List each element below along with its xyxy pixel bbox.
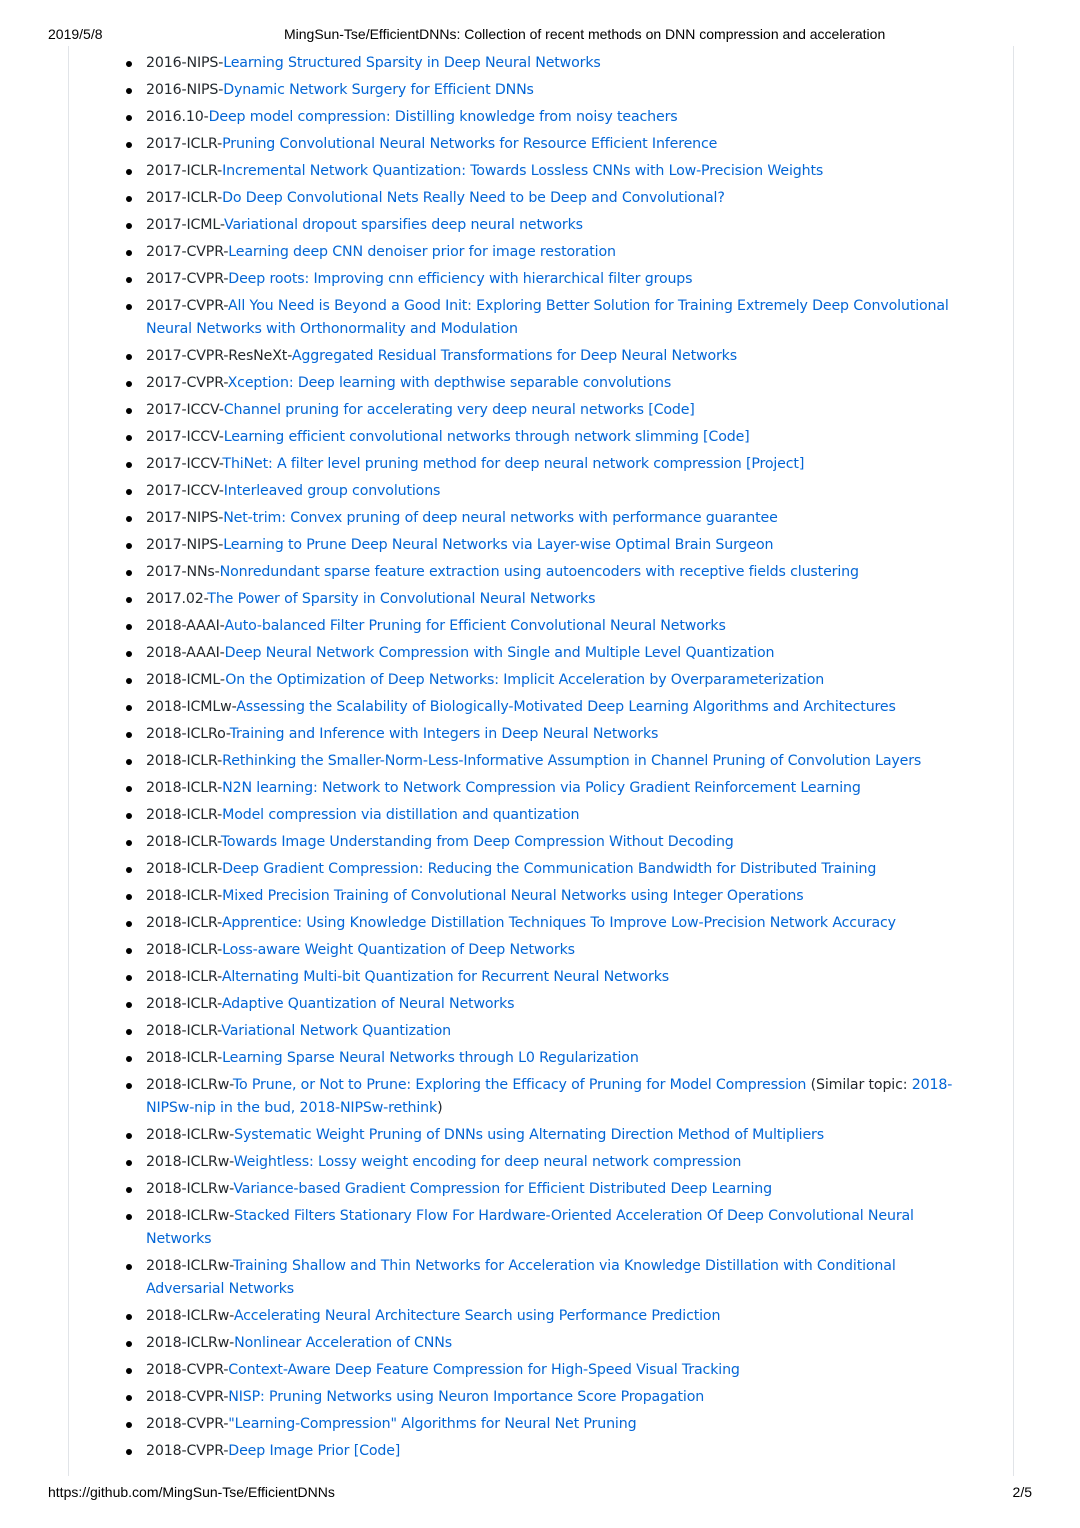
print-footer (0, 1484, 1080, 1504)
paper-title-link[interactable]: Towards Image Understanding from Deep Compression Without Decoding (220, 834, 734, 850)
paper-list-item (146, 1440, 967, 1463)
bullet-icon (126, 142, 132, 148)
paper-list (107, 52, 967, 1463)
bullet-icon (126, 948, 132, 954)
readme-border-right (1013, 46, 1014, 1476)
paper-venue: 2018-ICLR- (146, 942, 223, 958)
bullet-icon (126, 894, 132, 900)
paper-venue: 2016-NIPS- (146, 82, 224, 98)
bullet-icon (126, 223, 132, 229)
bullet-icon (126, 250, 132, 256)
paper-title-link[interactable]: Alternating Multi-bit Quantization for Recurrent Neural Networks (221, 969, 670, 985)
paper-venue: 2018-CVPR- (146, 1416, 229, 1432)
bullet-icon (126, 651, 132, 657)
paper-venue: 2018-CVPR- (146, 1443, 229, 1459)
paper-list-item (146, 1305, 967, 1328)
paper-list-item (146, 588, 967, 611)
print-page-title: MingSun-Tse/EfficientDNNs: Collection of recent methods on DNN compression and acceleration (284, 26, 886, 42)
paper-title-link[interactable]: Apprentice: Using Knowledge Distillation Techniques To Improve Low-Precision Network Accuracy (221, 915, 896, 931)
paper-title-link[interactable]: Deep Neural Network Compression with Single and Multiple Level Quantization (224, 645, 775, 661)
paper-venue: 2018-ICLRo- (146, 726, 230, 742)
paper-venue: 2017-ICLR- (146, 190, 223, 206)
paper-title-link[interactable]: NISP: Pruning Networks using Neuron Importance Score Propagation (228, 1389, 705, 1405)
bullet-icon (126, 732, 132, 738)
paper-title-link[interactable]: Loss-aware Weight Quantization of Deep Networks (222, 942, 575, 958)
bullet-icon (126, 489, 132, 495)
paper-list-item (146, 804, 967, 827)
paper-title-link[interactable]: Variational dropout sparsifies deep neural networks (224, 217, 583, 233)
paper-list-item (146, 426, 967, 449)
paper-list-item (146, 885, 967, 908)
print-url: https://github.com/MingSun-Tse/EfficientDNNs (48, 1484, 335, 1500)
bullet-icon (126, 597, 132, 603)
bullet-icon (126, 1002, 132, 1008)
bullet-icon (126, 1368, 132, 1374)
paper-list-item (146, 1255, 967, 1301)
paper-title-link[interactable]: On the Optimization of Deep Networks: Implicit Acceleration by Overparameterization (225, 672, 825, 688)
paper-title-link[interactable]: Mixed Precision Training of Convolutional Neural Networks using Integer Operations (222, 888, 804, 904)
paper-venue: 2018-ICLR- (146, 807, 223, 823)
paper-list-item (146, 1386, 967, 1409)
paper-list-item (146, 453, 967, 476)
paper-title-link[interactable]: Learning deep CNN denoiser prior for image restoration (228, 244, 616, 260)
similar-topic-link[interactable]: 2018-NIPSw-nip in the bud, 2018-NIPSw-rethink (146, 1077, 953, 1116)
paper-list-item (146, 1205, 967, 1251)
paper-title-link[interactable]: ThiNet: A filter level pruning method for deep neural network compression (222, 456, 742, 472)
bullet-icon (126, 1422, 132, 1428)
paper-list-item (146, 534, 967, 557)
paper-title-link[interactable]: To Prune, or Not to Prune: Exploring the Efficacy of Pruning for Model Compression (232, 1077, 807, 1093)
paper-title-link[interactable]: Systematic Weight Pruning of DNNs using Alternating Direction Method of Multipliers (234, 1127, 824, 1143)
bullet-icon (126, 1133, 132, 1139)
bullet-icon (126, 975, 132, 981)
paper-venue: 2018-CVPR- (146, 1389, 229, 1405)
paper-list-item (146, 399, 967, 422)
paper-venue: 2018-ICLR- (146, 1023, 222, 1039)
paper-title-link[interactable]: Aggregated Residual Transformations for Deep Neural Networks (291, 348, 737, 364)
print-page-number: 2/5 (1012, 1484, 1032, 1500)
paper-venue: 2018-ICLRw- (146, 1077, 233, 1093)
paper-venue: 2017-NNs- (146, 564, 220, 580)
paper-venue: 2018-ICLRw- (146, 1181, 234, 1197)
similar-topic-close: ) (437, 1100, 443, 1116)
paper-title-link[interactable]: Learning Sparse Neural Networks through L0 Regularization (222, 1050, 639, 1066)
paper-venue: 2018-ICLR- (146, 1050, 223, 1066)
paper-list-item (146, 1359, 967, 1382)
bullet-icon (126, 115, 132, 121)
bullet-icon (126, 277, 132, 283)
paper-venue: 2018-ICLR- (146, 861, 223, 877)
paper-venue: 2018-ICLRw- (146, 1208, 235, 1224)
paper-venue: 2017-ICLR- (146, 136, 223, 152)
paper-list-item (146, 187, 967, 210)
paper-title-link[interactable]: Do Deep Convolutional Nets Really Need to be Deep and Convolutional? (222, 190, 725, 206)
paper-venue: 2018-AAAI- (146, 618, 225, 634)
paper-list-item (146, 858, 967, 881)
paper-list-item (146, 345, 967, 368)
paper-title-link[interactable]: Adaptive Quantization of Neural Networks (221, 996, 515, 1012)
paper-title-link[interactable]: Learning Structured Sparsity in Deep Neural Networks (223, 55, 601, 71)
paper-title-link[interactable]: Xception: Deep learning with depthwise separable convolutions (227, 375, 672, 391)
paper-title-link[interactable]: Rethinking the Smaller-Norm-Less-Informative Assumption in Channel Pruning of Convolution Layers (222, 753, 922, 769)
bullet-icon (126, 1449, 132, 1455)
paper-list-item (146, 777, 967, 800)
paper-list-item (146, 1020, 967, 1043)
paper-venue: 2017-CVPR- (146, 375, 228, 391)
bullet-icon (126, 1029, 132, 1035)
paper-venue: 2018-CVPR- (146, 1362, 229, 1378)
paper-venue: 2017-ICCV- (146, 402, 224, 418)
readme-border-left (68, 46, 69, 1476)
bullet-icon (126, 1264, 132, 1270)
paper-title-link[interactable]: Learning efficient convolutional networks through network slimming (223, 429, 699, 445)
bullet-icon (126, 408, 132, 414)
bullet-icon (126, 354, 132, 360)
paper-list-item (146, 966, 967, 989)
paper-title-link[interactable]: Assessing the Scalability of Biologically-Motivated Deep Learning Algorithms and Architectures (236, 699, 896, 715)
paper-venue: 2018-ICLRw- (146, 1335, 235, 1351)
paper-venue: 2018-ICLRw- (146, 1127, 235, 1143)
bullet-icon (126, 1056, 132, 1062)
paper-list-item (146, 696, 967, 719)
paper-venue: 2018-ICMLw- (146, 699, 237, 715)
paper-venue: 2017-ICCV- (146, 429, 224, 445)
paper-list-item (146, 1074, 967, 1120)
bullet-icon (126, 1160, 132, 1166)
paper-title-link[interactable]: Nonlinear Acceleration of CNNs (234, 1335, 452, 1351)
bullet-icon (126, 304, 132, 310)
paper-title-link[interactable]: Deep model compression: Distilling knowledge from noisy teachers (208, 109, 678, 125)
bullet-icon (126, 921, 132, 927)
bullet-icon (126, 516, 132, 522)
paper-venue: 2017-CVPR-ResNeXt- (146, 348, 292, 364)
paper-title-link[interactable]: Weightless: Lossy weight encoding for deep neural network compression (233, 1154, 742, 1170)
paper-list-item (146, 912, 967, 935)
readme-content (107, 52, 967, 1467)
paper-title-link[interactable]: Deep roots: Improving cnn efficiency with hierarchical filter groups (228, 271, 693, 287)
paper-list-item (146, 831, 967, 854)
paper-list-item (146, 372, 967, 395)
paper-venue: 2018-ICLR- (146, 915, 222, 931)
paper-list-item (146, 1124, 967, 1147)
bullet-icon (126, 1214, 132, 1220)
paper-title-link[interactable]: Stacked Filters Stationary Flow For Hardware-Oriented Acceleration Of Deep Convolutional Neural Networks (146, 1208, 914, 1247)
paper-title-link[interactable]: N2N learning: Network to Network Compression via Policy Gradient Reinforcement Learning (222, 780, 861, 796)
paper-title-link[interactable]: Context-Aware Deep Feature Compression for High-Speed Visual Tracking (228, 1362, 740, 1378)
paper-venue: 2017-ICCV- (146, 483, 224, 499)
paper-list-item (146, 268, 967, 291)
bullet-icon (126, 1314, 132, 1320)
paper-list-item (146, 241, 967, 264)
paper-venue: 2017-NIPS- (146, 510, 224, 526)
resource-link[interactable]: [Code] (349, 1443, 401, 1459)
print-header (0, 26, 1080, 46)
paper-title-link[interactable]: "Learning-Compression" Algorithms for Neural Net Pruning (228, 1416, 637, 1432)
paper-list-item (146, 507, 967, 530)
paper-title-link[interactable]: Interleaved group convolutions (223, 483, 441, 499)
paper-venue: 2017-ICCV- (146, 456, 223, 472)
paper-list-item (146, 993, 967, 1016)
paper-venue: 2018-ICLR- (146, 969, 222, 985)
paper-venue: 2017-ICML- (146, 217, 224, 233)
paper-venue: 2018-ICLR- (146, 888, 223, 904)
bullet-icon (126, 759, 132, 765)
bullet-icon (126, 1395, 132, 1401)
paper-list-item (146, 1151, 967, 1174)
paper-list-item (146, 106, 967, 129)
paper-venue: 2016-NIPS- (146, 55, 224, 71)
paper-list-item (146, 615, 967, 638)
bullet-icon (126, 169, 132, 175)
paper-list-item (146, 1413, 967, 1436)
paper-list-item (146, 133, 967, 156)
paper-list-item (146, 1332, 967, 1355)
similar-topic-label: (Similar topic: (806, 1077, 912, 1093)
paper-title-link[interactable]: Variance-based Gradient Compression for Efficient Distributed Deep Learning (233, 1181, 772, 1197)
bullet-icon (126, 840, 132, 846)
bullet-icon (126, 624, 132, 630)
paper-list-item (146, 160, 967, 183)
bullet-icon (126, 1341, 132, 1347)
paper-list-item (146, 480, 967, 503)
paper-venue: 2017.02- (146, 591, 208, 607)
paper-list-item (146, 669, 967, 692)
bullet-icon (126, 88, 132, 94)
paper-venue: 2017-ICLR- (146, 163, 223, 179)
paper-title-link[interactable]: Incremental Network Quantization: Towards Lossless CNNs with Low-Precision Weights (222, 163, 824, 179)
paper-list-item (146, 642, 967, 665)
paper-list-item (146, 939, 967, 962)
paper-list-item (146, 1178, 967, 1201)
resource-link[interactable]: [Code] (698, 429, 750, 445)
paper-venue: 2017-CVPR- (146, 271, 229, 287)
paper-venue: 2018-ICLR- (146, 780, 223, 796)
paper-title-link[interactable]: Learning to Prune Deep Neural Networks via Layer-wise Optimal Brain Surgeon (223, 537, 774, 553)
paper-list-item (146, 79, 967, 102)
paper-list-item (146, 52, 967, 75)
print-date: 2019/5/8 (48, 26, 103, 42)
bullet-icon (126, 678, 132, 684)
bullet-icon (126, 435, 132, 441)
paper-venue: 2016.10- (146, 109, 209, 125)
bullet-icon (126, 1187, 132, 1193)
paper-venue: 2017-CVPR- (146, 244, 229, 260)
bullet-icon (126, 705, 132, 711)
bullet-icon (126, 867, 132, 873)
paper-venue: 2017-NIPS- (146, 537, 224, 553)
paper-venue: 2018-ICML- (146, 672, 226, 688)
paper-venue: 2018-ICLRw- (146, 1258, 233, 1274)
paper-title-link[interactable]: All You Need is Beyond a Good Init: Exploring Better Solution for Training Extremely Deep Convolutional Neural Networks with Orthonormality and Modulation (146, 298, 949, 337)
paper-title-link[interactable]: Auto-balanced Filter Pruning for Efficient Convolutional Neural Networks (224, 618, 726, 634)
paper-title-link[interactable]: Variational Network Quantization (221, 1023, 451, 1039)
paper-list-item (146, 723, 967, 746)
paper-title-link[interactable]: Channel pruning for accelerating very deep neural networks (223, 402, 644, 418)
paper-title-link[interactable]: Pruning Convolutional Neural Networks for Resource Efficient Inference (222, 136, 718, 152)
paper-title-link[interactable]: Accelerating Neural Architecture Search using Performance Prediction (233, 1308, 721, 1324)
resource-link[interactable]: [Code] (643, 402, 695, 418)
paper-list-item (146, 750, 967, 773)
resource-link[interactable]: [Project] (741, 456, 805, 472)
bullet-icon (126, 196, 132, 202)
paper-title-link[interactable]: Dynamic Network Surgery for Efficient DNNs (223, 82, 534, 98)
paper-title-link[interactable]: Training Shallow and Thin Networks for Acceleration via Knowledge Distillation with Conditional Adversarial Networks (146, 1258, 896, 1297)
bullet-icon (126, 813, 132, 819)
paper-title-link[interactable]: Deep Image Prior (228, 1443, 350, 1459)
bullet-icon (126, 462, 132, 468)
paper-venue: 2018-ICLR- (146, 996, 222, 1012)
bullet-icon (126, 381, 132, 387)
paper-list-item (146, 1047, 967, 1070)
paper-title-link[interactable]: Nonredundant sparse feature extraction using autoencoders with receptive fields clustering (219, 564, 859, 580)
paper-venue: 2017-CVPR- (146, 298, 228, 314)
paper-title-link[interactable]: The Power of Sparsity in Convolutional Neural Networks (207, 591, 596, 607)
paper-venue: 2018-AAAI- (146, 645, 225, 661)
paper-list-item (146, 214, 967, 237)
bullet-icon (126, 61, 132, 67)
bullet-icon (126, 1083, 132, 1089)
paper-venue: 2018-ICLR- (146, 753, 223, 769)
paper-title-link[interactable]: Training and Inference with Integers in Deep Neural Networks (229, 726, 659, 742)
paper-title-link[interactable]: Model compression via distillation and quantization (222, 807, 580, 823)
bullet-icon (126, 570, 132, 576)
paper-venue: 2018-ICLRw- (146, 1154, 234, 1170)
bullet-icon (126, 786, 132, 792)
paper-title-link[interactable]: Deep Gradient Compression: Reducing the Communication Bandwidth for Distributed Training (222, 861, 877, 877)
paper-venue: 2018-ICLRw- (146, 1308, 234, 1324)
paper-list-item (146, 295, 967, 341)
paper-title-link[interactable]: Net-trim: Convex pruning of deep neural networks with performance guarantee (223, 510, 778, 526)
paper-list-item (146, 561, 967, 584)
paper-venue: 2018-ICLR- (146, 834, 221, 850)
bullet-icon (126, 543, 132, 549)
